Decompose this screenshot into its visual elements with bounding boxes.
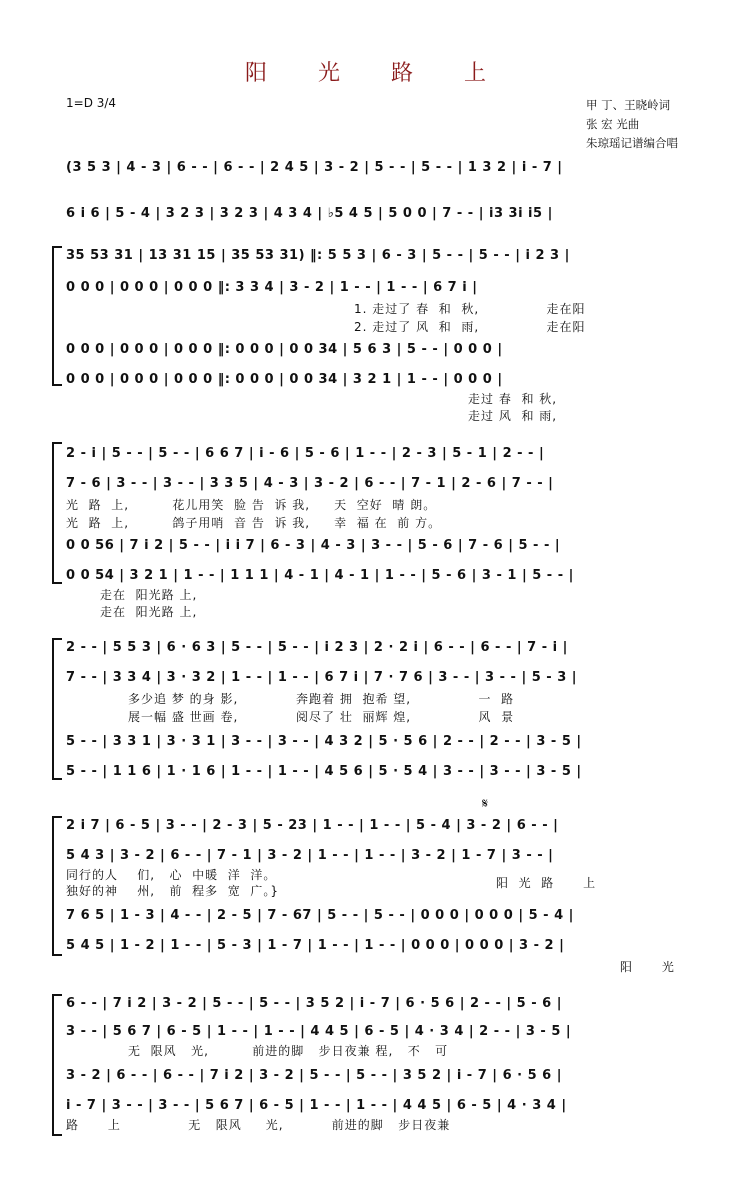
system-5-row-1: 2 - - | 5 5 3 | 6 · 6 3 | 5 - - | 5 - - | i 2 3 | 2 · 2 i | 6 - - | 6 - - | 7 - i | [66, 640, 568, 655]
system-4-row-2: 7 - 6 | 3 - - | 3 - - | 3 3 5 | 4 - 3 | 3 - 2 | 6 - - | 7 - 1 | 2 - 6 | 7 - - | [66, 476, 554, 491]
system-7-row-4: i - 7 | 3 - - | 3 - - | 5 6 7 | 6 - 5 | 1 - - | 1 - - | 4 4 5 | 6 - 5 | 4 · 3 4 | [66, 1098, 567, 1113]
system-3-row-3: 0 0 0 | 0 0 0 | 0 0 0 ‖: 0 0 0 | 0 0 34 | 5 6 3 | 5 - - | 0 0 0 | [66, 342, 503, 357]
system-4-lyric-4: 走在 阳光路 上, [100, 605, 198, 619]
system-3-row-4: 0 0 0 | 0 0 0 | 0 0 0 ‖: 0 0 0 | 0 0 34 | 3 2 1 | 1 - - | 0 0 0 | [66, 372, 503, 387]
lyricist-credit: 甲 丁、王晓岭词 [586, 98, 671, 112]
system-7-lyric-1: 无 限风 光, 前进的脚 步日夜兼 程, 不 可 [128, 1044, 449, 1058]
system-3-lyric-3: 走过 春 和 秋, [468, 392, 558, 406]
system-7-lyric-2: 路 上 无 限风 光, 前进的脚 步日夜兼 [66, 1118, 451, 1132]
system-3-row-1: 35 53 31 | 13 31 15 | 35 53 31) ‖: 5 5 3 | 6 - 3 | 5 - - | 5 - - | i 2 3 | [66, 248, 570, 263]
system-7-row-2: 3 - - | 5 6 7 | 6 - 5 | 1 - - | 1 - - | 4 4 5 | 6 - 5 | 4 · 3 4 | 2 - - | 3 - 5 | [66, 1024, 572, 1039]
system-4-lyric-1: 光 路 上, 花儿用笑 脸 告 诉 我, 天 空好 晴 朗。 [66, 498, 437, 512]
system-7-bracket [52, 994, 62, 1136]
system-7-row-1: 6 - - | 7 i 2 | 3 - 2 | 5 - - | 5 - - | 3 5 2 | i - 7 | 6 · 5 6 | 2 - - | 5 - 6 | [66, 996, 562, 1011]
system-3-row-2: 0 0 0 | 0 0 0 | 0 0 0 ‖: 3 3 4 | 3 - 2 | 1 - - | 1 - - | 6 7 i | [66, 280, 478, 295]
system-6-lyric-3: 阳 光 路 上 [496, 876, 597, 890]
system-6-lyric-2: 独好的神 州, 前 程多 宽 广。} [66, 884, 280, 898]
system-3-lyric-4: 走过 风 和 雨, [468, 409, 558, 423]
system-4-bracket [52, 442, 62, 584]
system-5-row-2: 7 - - | 3 3 4 | 3 · 3 2 | 1 - - | 1 - - | 6 7 i | 7 · 7 6 | 3 - - | 3 - - | 5 - 3 | [66, 670, 578, 685]
system-6-row-1: 2 i 7 | 6 - 5 | 3 - - | 2 - 3 | 5 - 23 | 1 - - | 1 - - | 5 - 4 | 3 - 2 | 6 - - | [66, 818, 559, 833]
page-title: 阳 光 路 上 [245, 61, 508, 86]
system-5-row-4: 5 - - | 1 1 6 | 1 · 1 6 | 1 - - | 1 - - | 4 5 6 | 5 · 5 4 | 3 - - | 3 - - | 3 - 5 | [66, 764, 582, 779]
key-signature: 1=D 3/4 [66, 96, 117, 110]
system-1-row-1: (3 5 3 | 4 - 3 | 6 - - | 6 - - | 2 4 5 | 3 - 2 | 5 - - | 5 - - | 1 3 2 | i - 7 | [66, 160, 563, 175]
system-6-row-2: 5 4 3 | 3 - 2 | 6 - - | 7 - 1 | 3 - 2 | 1 - - | 1 - - | 3 - 2 | 1 - 7 | 3 - - | [66, 848, 554, 863]
system-6-bracket [52, 816, 62, 956]
arranger-credit: 朱琼瑶记谱编合唱 [586, 136, 678, 150]
system-7-row-3: 3 - 2 | 6 - - | 6 - - | 7 i 2 | 3 - 2 | 5 - - | 5 - - | 3 5 2 | i - 7 | 6 · 5 6 | [66, 1068, 562, 1083]
system-6-lyric-4: 阳 光 [620, 960, 675, 974]
system-3-bracket [52, 246, 62, 386]
system-4-row-3: 0 0 56 | 7 i 2 | 5 - - | i i 7 | 6 - 3 | 4 - 3 | 3 - - | 5 - 6 | 7 - 6 | 5 - - | [66, 538, 561, 553]
system-4-row-4: 0 0 54 | 3 2 1 | 1 - - | 1 1 1 | 4 - 1 | 4 - 1 | 1 - - | 5 - 6 | 3 - 1 | 5 - - | [66, 568, 574, 583]
system-2-row-1: 6 i 6 | 5 - 4 | 3 2 3 | 3 2 3 | 4 3 4 | ♭5 4 5 | 5 0 0 | 7 - - | i3 3i i5 | [66, 206, 553, 221]
system-6-lyric-1: 同行的人 们, 心 中暖 洋 洋。 [66, 868, 277, 882]
system-4-row-1: 2 - i | 5 - - | 5 - - | 6 6 7 | i - 6 | 5 - 6 | 1 - - | 2 - 3 | 5 - 1 | 2 - - | [66, 446, 545, 461]
system-4-lyric-2: 光 路 上, 鸽子用哨 音 告 诉 我, 幸 福 在 前 方。 [66, 516, 442, 530]
credits [586, 96, 678, 153]
system-5-bracket [52, 638, 62, 780]
segno-icon: 𝄋 [482, 796, 489, 812]
system-6-row-3: 7 6 5 | 1 - 3 | 4 - - | 2 - 5 | 7 - 67 | 5 - - | 5 - - | 0 0 0 | 0 0 0 | 5 - 4 | [66, 908, 574, 923]
system-5-lyric-2: 展一幅 盛 世画 卷, 阅尽了 壮 丽辉 煌, 风 景 [128, 710, 515, 724]
composer-credit: 张 宏 光曲 [586, 117, 640, 131]
system-6-row-4: 5 4 5 | 1 - 2 | 1 - - | 5 - 3 | 1 - 7 | 1 - - | 1 - - | 0 0 0 | 0 0 0 | 3 - 2 | [66, 938, 565, 953]
system-5-row-3: 5 - - | 3 3 1 | 3 · 3 1 | 3 - - | 3 - - | 4 3 2 | 5 · 5 6 | 2 - - | 2 - - | 3 - 5 | [66, 734, 582, 749]
system-5-lyric-1: 多少追 梦 的身 影, 奔跑着 拥 抱希 望, 一 路 [128, 692, 515, 706]
system-4-lyric-3: 走在 阳光路 上, [100, 588, 198, 602]
system-3-lyric-2: 2. 走过了 风 和 雨, 走在阳 [354, 320, 586, 334]
system-3-lyric-1: 1. 走过了 春 和 秋, 走在阳 [354, 302, 586, 316]
